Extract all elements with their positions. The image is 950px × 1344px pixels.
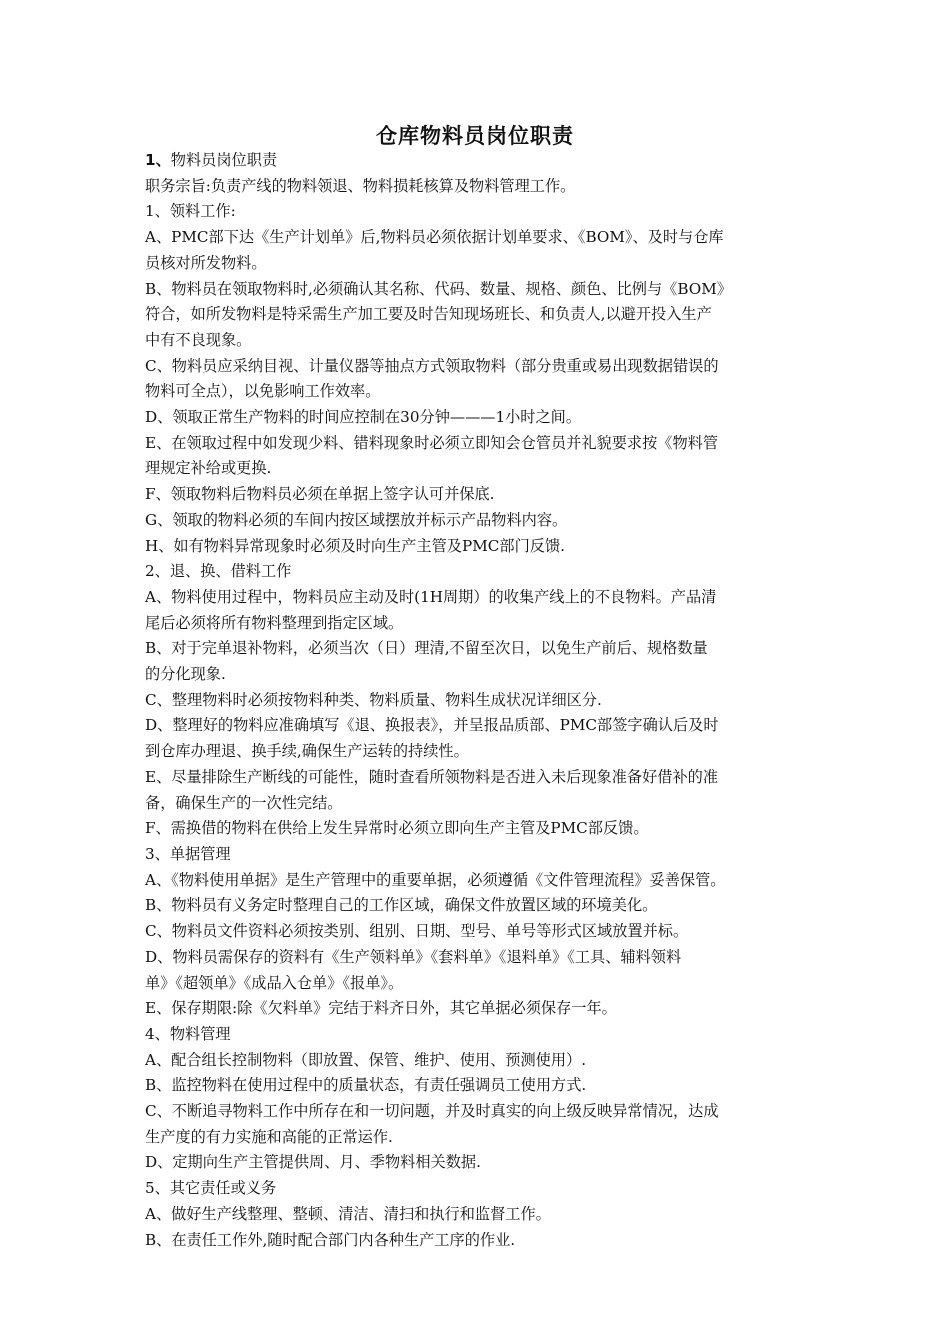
text-line: H、如有物料异常现象时必须及时向生产主管及PMC部门反馈. [145,536,565,555]
text-line: A、PMC部下达《生产计划单》后,物料员必须依据计划单要求、《BOM》、及时与仓库 [145,228,724,247]
text-line: F、需换借的物料在供给上发生异常时必须立即向生产主管及PMC部反馈。 [145,819,649,838]
text-line: 4、物料管理 [145,1024,231,1043]
text-line: 理规定补给或更换. [145,459,272,478]
text-line: 备，确保生产的一次性完结。 [145,793,343,812]
text-line: A、《物料使用单据》是生产管理中的重要单据，必须遵循《文件管理流程》妥善保管。 [145,870,726,889]
text-line: 生产度的有力实施和高能的正常运作. [145,1127,393,1146]
section-label: 物料员岗位职责 [170,151,278,169]
text-line: 尾后必须将所有物料整理到指定区域。 [145,613,404,632]
section-number: 1、 [145,151,171,169]
text-line: 3、单据管理 [145,844,231,863]
text-line: E、尽量排除生产断线的可能性，随时查看所领物料是否进入未后现象准备好借补的准 [145,767,719,786]
text-line: 的分化现象. [145,665,226,684]
text-line: B、监控物料在使用过程中的质量状态，有责任强调员工使用方式. [145,1076,587,1095]
text-line: 1、领料工作: [145,202,236,221]
text-line: G、领取的物料必须的车间内按区域摆放并标示产品物料内容。 [145,510,568,529]
text-line: B、物料员在领取物料时,必须确认其名称、代码、数量、规格、颜色、比例与《BOM》 [145,279,732,298]
text-line: D、整理好的物料应准确填写《退、换报表》，并呈报品质部、PMC部签字确认后及时 [145,716,719,735]
text-line: C、物料员应采纳目视、计量仪器等抽点方式领取物料（部分贵重或易出现数据错误的 [145,356,719,375]
text-line: C、整理物料时必须按物料种类、物料质量、物料生成状况详细区分. [145,690,602,709]
text-line: D、领取正常生产物料的时间应控制在30分钟———1小时之间。 [145,408,582,427]
text-line: 单》《超领单》《成品入仓单》《报单》。 [145,973,404,992]
document-title: 仓库物料员岗位职责 [376,124,574,148]
text-line: E、在领取过程中如发现少料、错料现象时必须立即知会仓管员并礼貌要求按《物料管 [145,433,719,452]
text-line: 中有不良现象。 [145,330,252,349]
text-line: B、物料员有义务定时整理自己的工作区域，确保文件放置区域的环境美化。 [145,896,658,915]
text-line: A、做好生产线整理、整顿、清洁、清扫和执行和监督工作。 [145,1204,551,1223]
text-line: C、物料员文件资料必须按类别、组别、日期、型号、单号等形式区域放置并标。 [145,922,689,941]
section-heading-1 [145,148,825,174]
text-line: 符合，如所发物料是特采需生产加工要及时告知现场班长、和负责人,以避开投入生产 [145,305,712,324]
text-line: A、配合组长控制物料（即放置、保管、维护、使用、预测使用）. [145,1050,587,1069]
text-line: E、保存期限:除《欠料单》完结于料齐日外，其它单据必须保存一年。 [145,999,617,1018]
text-line: C、不断追寻物料工作中所存在和一切问题，并及时真实的向上级反映异常情况，达成 [145,1102,719,1121]
text-line: 5、其它责任或义务 [145,1179,277,1198]
text-line: F、领取物料后物料员必须在单据上签字认可并保底. [145,485,495,504]
body-lines [145,174,825,1254]
text-line: 2、退、换、借料工作 [145,562,292,581]
text-line: B、对于完单退补物料，必须当次（日）理清,不留至次日，以免生产前后、规格数量 [145,639,708,658]
text-line: 物料可全点），以免影响工作效率。 [145,382,381,401]
text-line: A、物料使用过程中，物料员应主动及时(1H周期）的收集产线上的不良物料。产品清 [145,587,717,606]
text-line: 到仓库办理退、换手续,确保生产运转的持续性。 [145,742,469,761]
document-body [145,148,825,1253]
text-line: 职务宗旨:负责产线的物料领退、物料损耗核算及物料管理工作。 [145,176,576,195]
text-line: B、在责任工作外,随时配合部门内各种生产工序的作业. [145,1230,516,1249]
text-line: D、物料员需保存的资料有《生产领料单》《套料单》《退料单》《工具、辅料领料 [145,947,682,966]
text-line: D、定期向生产主管提供周、月、季物料相关数据. [145,1153,481,1172]
text-line: 员核对所发物料。 [145,253,267,272]
